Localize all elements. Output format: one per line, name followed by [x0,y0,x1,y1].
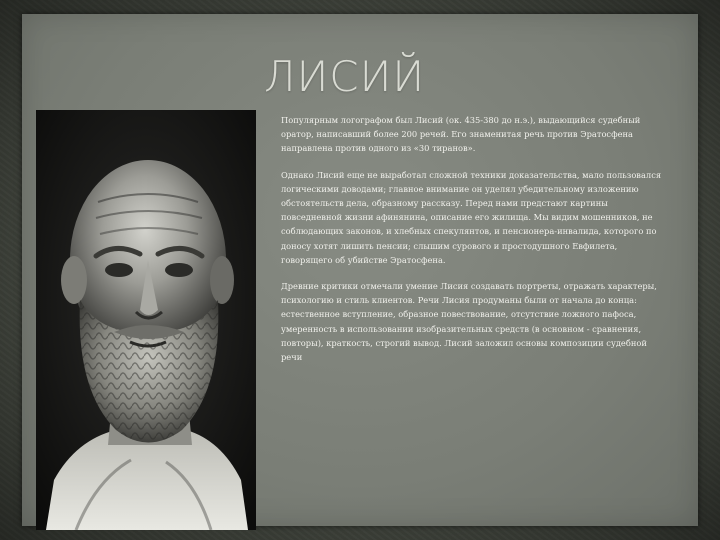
bust-of-lysias-image [36,110,256,530]
paragraph-critics: Древние критики отмечали умение Лисия создавать портреты, отражать характеры, психологию и стиль клиентов. Речи Лисия продуманы были от начала до конца: естественное вступление, образное повествование, отсутствие ложного пафоса, умеренность в использовании изобразительных средств (в основном - сравнения, повторы), краткость, строгий вывод. Лисий заложил основы композиции судебной речи [281,281,657,363]
slide-title: ЛИСИЙ [264,52,426,101]
paragraph-intro: Популярным логографом был Лисий (ок. 435-380 до н.э.), выдающийся судебный оратор, написавший более 200 речей. Его знаменитая речь против Эратосфена направлена против одного из «30 тиранов». [281,115,641,154]
paragraph-technique: Однако Лисий еще не выработал сложной техники доказательства, мало пользовался логическими доводами; главное внимание он уделял убедительному изложению обстоятельств дела, образному рассказу. Перед нами предстают картины повседневной жизни афинянина, описание его жилища. Мы видим мошенников, не соблюдающих законов, и хлебных спекулянтов, и пенсионера-инвалида, которого по доносу хотят лишить пенсии; слышим сурового и простодушного Евфилета, говорящего об убийстве Эратосфена. [281,169,662,265]
slide-body [281,113,663,376]
